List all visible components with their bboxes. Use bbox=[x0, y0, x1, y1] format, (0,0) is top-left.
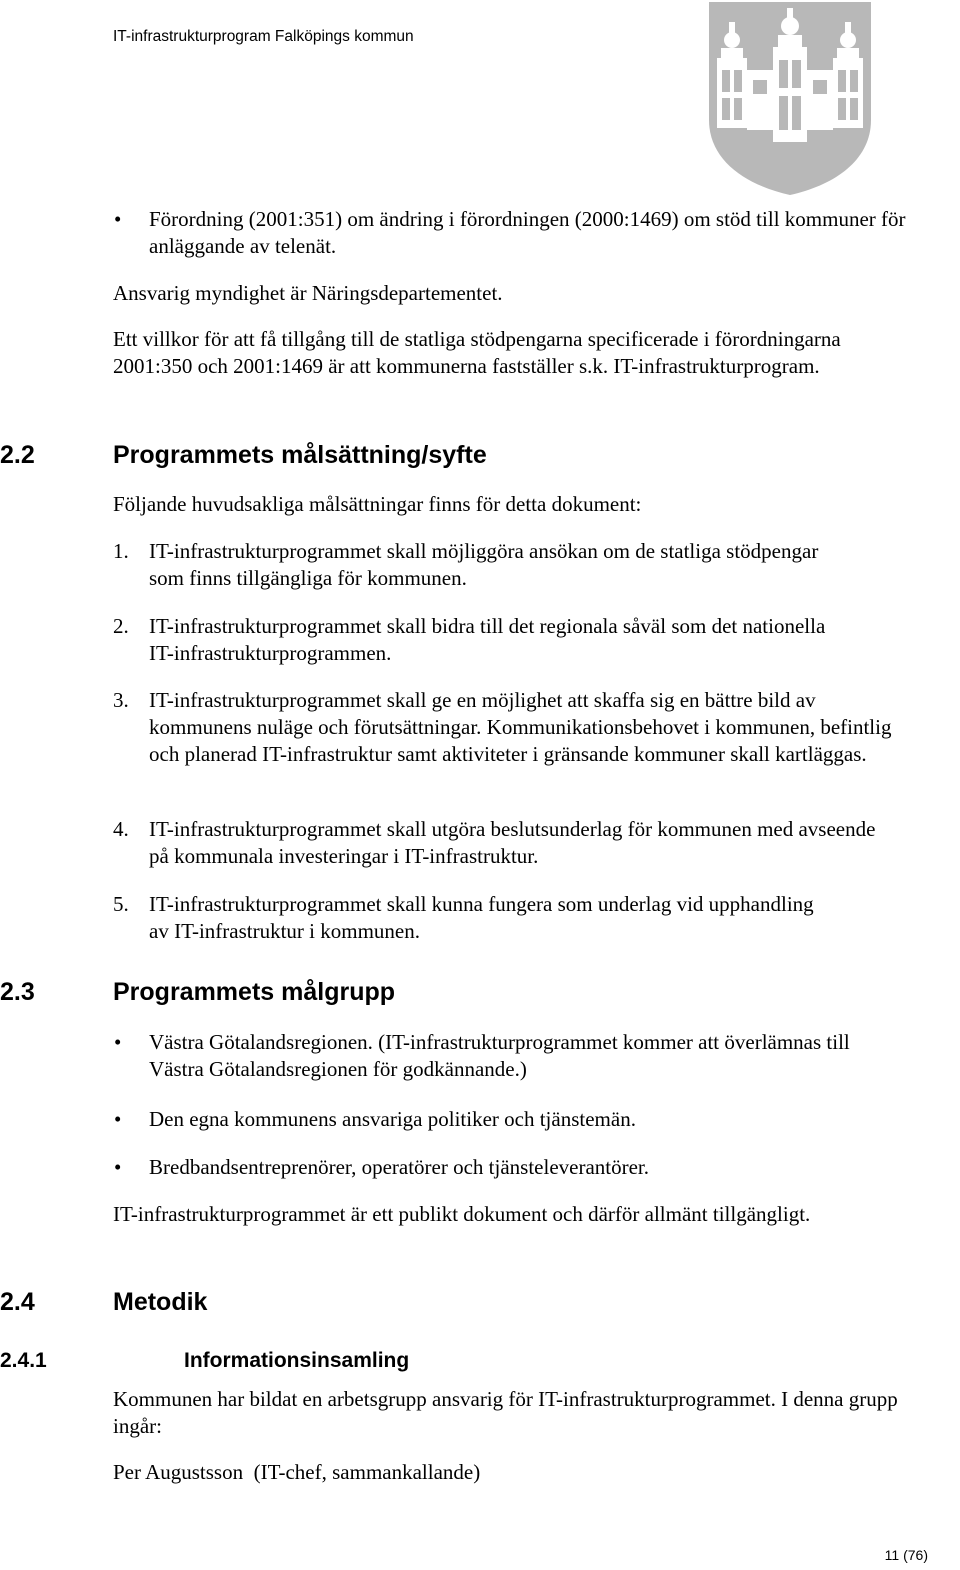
list-item-number: 5. bbox=[113, 892, 129, 916]
intro-bullet-text: Förordning (2001:351) om ändring i förordningen (2000:1469) om stöd till kommuner för anläggande av telenät. bbox=[149, 207, 906, 258]
heading-2-2 bbox=[0, 440, 960, 470]
heading-number: 2.2 bbox=[0, 441, 35, 469]
list-item: IT-infrastrukturprogrammet skall ge en möjlighet att skaffa sig en bättre bild av kommunens nuläge och förutsättningar. Kommunikationsbehovet i kommunen, befintlig och planerad IT-infrastruktur samt aktiviteter i gränsande kommuner skall kartläggas. bbox=[149, 688, 892, 766]
heading-title: Informationsinsamling bbox=[184, 1349, 410, 1372]
heading-number: 2.4 bbox=[0, 1288, 35, 1316]
list-item: IT-infrastrukturprogrammet skall kunna fungera som underlag vid upphandling av IT-infrastruktur i kommunen. bbox=[149, 892, 814, 943]
goals-intro: Följande huvudsakliga målsättningar finns för detta dokument: bbox=[113, 492, 642, 516]
publicity-note: IT-infrastrukturprogrammet är ett publikt dokument och därför allmänt tillgängligt. bbox=[113, 1202, 811, 1226]
heading-2-3 bbox=[0, 977, 960, 1007]
list-item: IT-infrastrukturprogrammet skall utgöra beslutsunderlag för kommunen med avseende på kommunala investeringar i IT-infrastruktur. bbox=[149, 817, 876, 868]
condition-paragraph: Ett villkor för att få tillgång till de statliga stödpengarna specificerade i förordningarna 2001:350 och 2001:1469 är att kommunerna fastställer s.k. IT-infrastrukturprogram. bbox=[113, 327, 841, 378]
bullet-icon: • bbox=[114, 207, 122, 231]
heading-number: 2.3 bbox=[0, 978, 35, 1006]
list-item-number: 1. bbox=[113, 539, 129, 563]
running-header: IT-infrastrukturprogram Falköpings kommun bbox=[113, 28, 414, 45]
heading-title: Programmets målsättning/syfte bbox=[113, 441, 487, 469]
list-item: IT-infrastrukturprogrammet skall bidra till det regionala såväl som det nationella IT-infrastrukturprogrammen. bbox=[149, 614, 826, 665]
responsible-paragraph: Ansvarig myndighet är Näringsdepartementet. bbox=[113, 281, 503, 305]
list-item-number: 3. bbox=[113, 688, 129, 712]
list-item: Bredbandsentreprenörer, operatörer och tjänsteleverantörer. bbox=[149, 1155, 650, 1179]
heading-2-4 bbox=[0, 1287, 960, 1317]
coat-of-arms-icon bbox=[705, 0, 875, 196]
list-item-number: 2. bbox=[113, 614, 129, 638]
page-number: 11 (76) bbox=[884, 1547, 928, 1563]
list-item-number: 4. bbox=[113, 817, 129, 841]
list-item: Den egna kommunens ansvariga politiker och tjänstemän. bbox=[149, 1107, 636, 1131]
bullet-icon: • bbox=[114, 1107, 122, 1131]
heading-number: 2.4.1 bbox=[0, 1349, 47, 1372]
list-item: Västra Götalandsregionen. (IT-infrastrukturprogrammet kommer att överlämnas till Västra Götalandsregionen för godkännande.) bbox=[149, 1030, 850, 1081]
heading-2-4-1 bbox=[0, 1348, 960, 1374]
group-member: Per Augustsson (IT-chef, sammankallande) bbox=[113, 1460, 481, 1484]
heading-title: Programmets målgrupp bbox=[113, 978, 396, 1006]
heading-title: Metodik bbox=[113, 1288, 208, 1316]
bullet-icon: • bbox=[114, 1155, 122, 1179]
bullet-icon: • bbox=[114, 1030, 122, 1054]
working-group-paragraph: Kommunen har bildat en arbetsgrupp ansvarig för IT-infrastrukturprogrammet. I denna grupp ingår: bbox=[113, 1387, 898, 1438]
list-item: IT-infrastrukturprogrammet skall möjliggöra ansökan om de statliga stödpengar som finns tillgängliga för kommunen. bbox=[149, 539, 819, 590]
